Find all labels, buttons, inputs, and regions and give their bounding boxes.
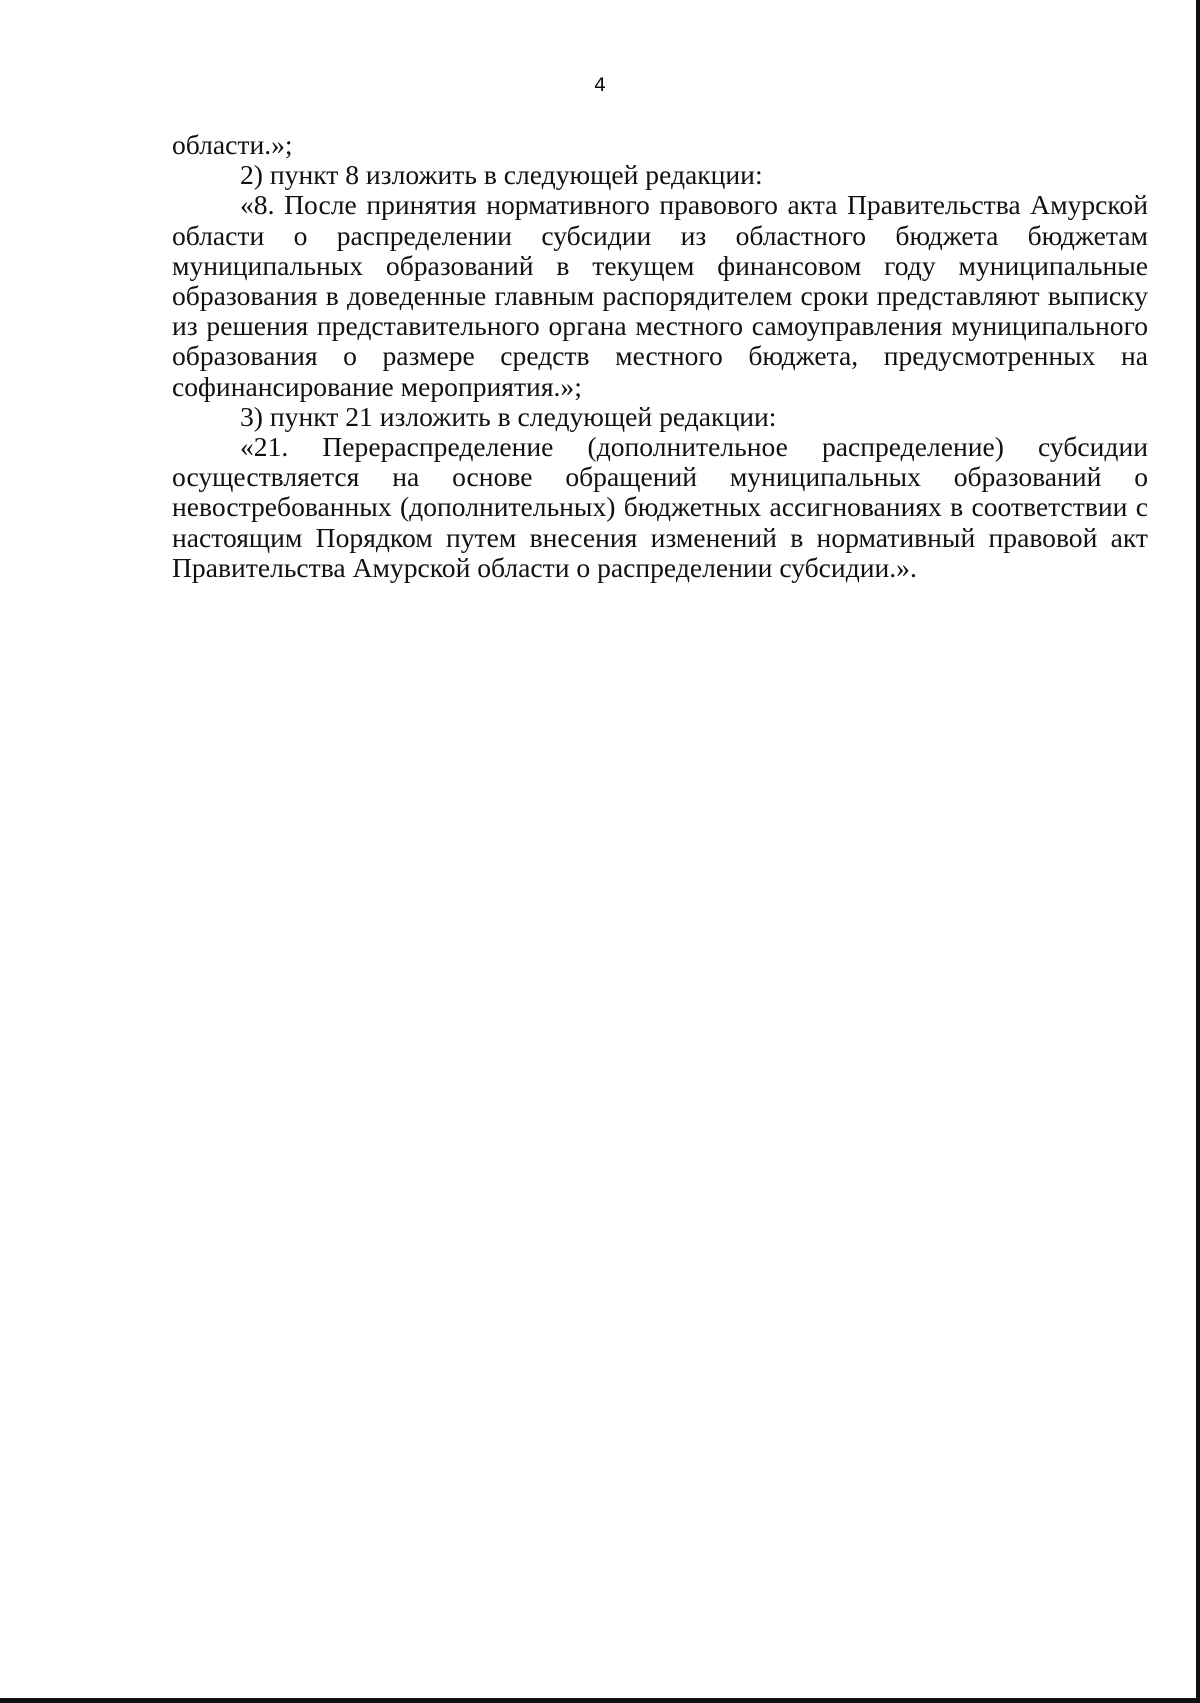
paragraph-continuation: области.»;: [172, 129, 293, 160]
scan-edge-right: [1196, 0, 1200, 1703]
page-number: 4: [593, 74, 607, 96]
document-body: [172, 130, 1148, 583]
scan-edge-bottom: [0, 1698, 1200, 1703]
paragraph-item-3-heading: 3) пункт 21 изложить в следующей редакции:: [240, 400, 777, 432]
paragraph-item-2-heading: 2) пункт 8 изложить в следующей редакции:: [240, 159, 763, 191]
paragraph-point-21-text: «21. Перераспределение (дополнительное распределение) субсидии осуществляется на основе обращений муниципальных образований о невостребованных (дополнительных) бюджетных ассигнованиях в соответствии с настоящим Порядком путем внесения изменений в нормативный правовой акт Правительства Амурской области о распределении субсидии.».: [172, 431, 1148, 583]
paragraph-point-8-text: «8. После принятия нормативного правового акта Правительства Амурской области о распределении субсидии из областного бюджета бюджетам муниципальных образований в текущем финансовом году муниципальные образования в доведенные главным распорядителем сроки представляют выписку из решения представительного органа местного самоуправления муниципального образования о размере средств местного бюджета, предусмотренных на софинансирование мероприятия.»;: [172, 189, 1148, 402]
